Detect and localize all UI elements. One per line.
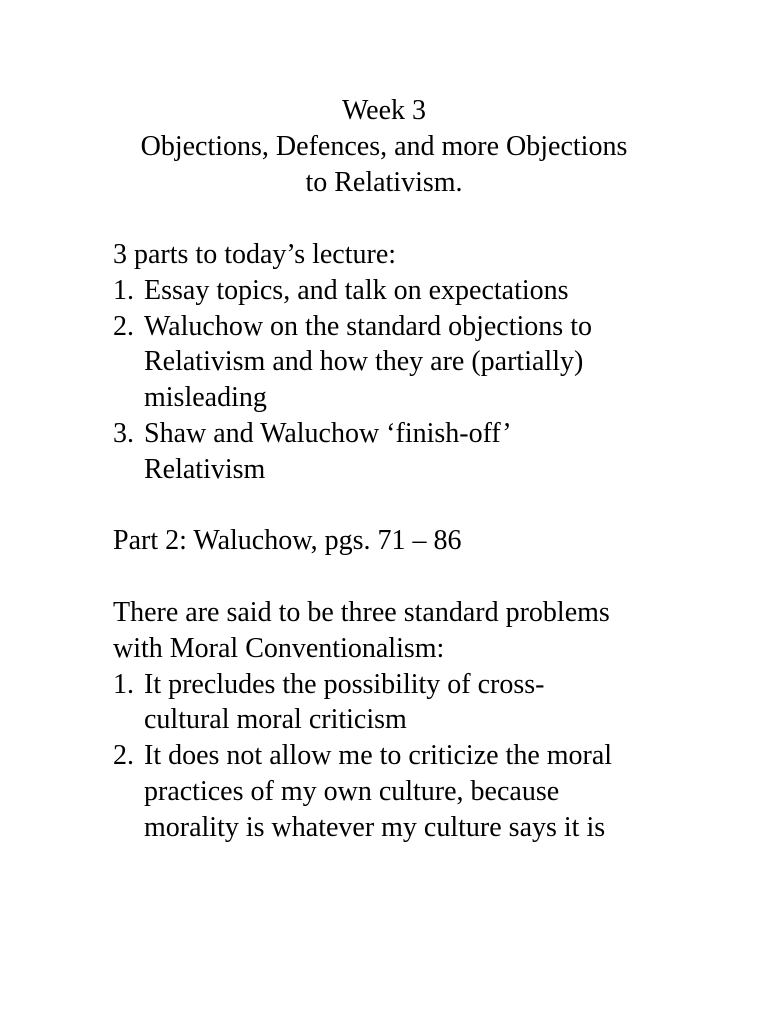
list-item (113, 738, 753, 845)
list-item (113, 667, 753, 739)
list-number: 2. (113, 740, 134, 772)
list-item-text: Shaw and Waluchow ‘finish-off’ (144, 417, 512, 449)
list-item-text: Waluchow on the standard objections to (144, 310, 592, 342)
part-2-heading: Part 2: Waluchow, pgs. 71 – 86 (113, 525, 462, 557)
list-number: 1. (113, 274, 134, 306)
list-item (113, 416, 753, 488)
list-item-text: misleading (144, 382, 267, 414)
paragraph-gap (113, 488, 753, 524)
list-item-text: morality is whatever my culture says it is (144, 811, 606, 843)
paragraph-gap (113, 559, 753, 595)
problems-list (113, 667, 753, 846)
title-line: to Relativism. (305, 166, 463, 198)
list-number: 2. (113, 310, 134, 342)
problems-intro: There are said to be three standard problems (113, 596, 610, 628)
list-item-text: cultural moral criticism (144, 704, 407, 736)
document-body (113, 237, 753, 846)
list-item-text: Relativism (144, 453, 266, 485)
list-number: 3. (113, 417, 134, 449)
lecture-parts-intro: 3 parts to today’s lecture: (113, 239, 397, 270)
list-number: 1. (113, 668, 134, 700)
list-item (113, 309, 753, 416)
list-item-text: It precludes the possibility of cross- (144, 668, 545, 700)
document-title (0, 93, 768, 200)
list-item-text: Essay topics, and talk on expectations (144, 274, 569, 306)
problems-intro: with Moral Conventionalism: (113, 632, 445, 664)
title-line: Week 3 (341, 95, 427, 126)
title-line: Objections, Defences, and more Objections (140, 130, 628, 162)
list-item-text: It does not allow me to criticize the moral (144, 740, 613, 772)
list-item-text: Relativism and how they are (partially) (144, 346, 584, 378)
list-item-text: practices of my own culture, because (144, 775, 560, 807)
lecture-parts-list (113, 273, 753, 488)
list-item (113, 273, 753, 309)
